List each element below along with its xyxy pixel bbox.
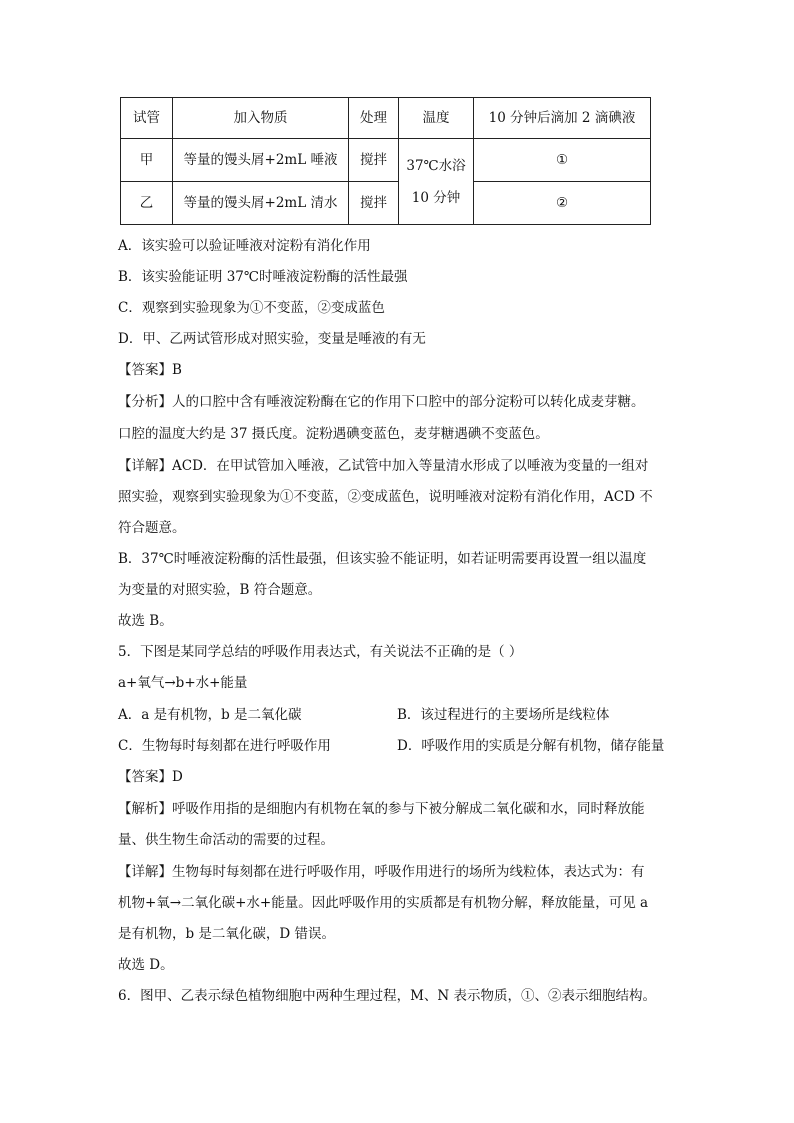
- q5-analysis-line-2: 量、供生物生命活动的需要的过程。: [118, 832, 334, 848]
- header-result: 10 分钟后滴加 2 滴碘液: [474, 98, 651, 139]
- q4-detail-line-1: [118, 456, 648, 476]
- q4-option-d: D．甲、乙两试管形成对照实验，变量是唾液的有无: [118, 331, 426, 347]
- detail-tag: 【详解】: [118, 458, 172, 474]
- cell-tube: 乙: [121, 182, 173, 225]
- analysis-tag: 【解析】: [118, 801, 172, 817]
- experiment-table: [120, 97, 651, 225]
- q4-option-b: B．该实验能证明 37℃时唾液淀粉酶的活性最强: [118, 269, 408, 285]
- answer-tag: 【答案】: [118, 362, 172, 378]
- table-row: [121, 182, 651, 225]
- q5-option-d: D．呼吸作用的实质是分解有机物，储存能量: [397, 738, 665, 754]
- detail-tag: 【详解】: [118, 864, 172, 880]
- q4-analysis-line-2: 口腔的温度大约是 37 摄氏度。淀粉遇碘变蓝色，麦芽糖遇碘不变蓝色。: [118, 426, 549, 442]
- cell-substance: 等量的馒头屑+2mL 唾液: [173, 139, 349, 182]
- table-header-row: [121, 98, 651, 139]
- cell-process: 搅拌: [349, 139, 399, 182]
- cell-result: ②: [474, 182, 651, 225]
- q5-detail-line-2: 机物+氧→二氧化碳+水+能量。因此呼吸作用的实质都是有机物分解，释放能量，可见 a: [118, 895, 649, 911]
- q5-option-c: C．生物每时每刻都在进行呼吸作用: [118, 738, 331, 754]
- header-temperature: 温度: [399, 98, 474, 139]
- header-process: 处理: [349, 98, 399, 139]
- cell-temperature: [399, 139, 474, 225]
- q4-detail-line-2: 照实验，观察到实验现象为①不变蓝，②变成蓝色，说明唾液对淀粉有消化作用，ACD 不: [118, 489, 653, 505]
- header-substance: 加入物质: [173, 98, 349, 139]
- q4-conclusion: 故选 B。: [118, 613, 173, 629]
- header-tube: 试管: [121, 98, 173, 139]
- q5-formula: a+氧气→b+水+能量: [118, 675, 248, 691]
- temperature-line-1: 37℃水浴: [406, 157, 466, 174]
- q6-stem: 6．图甲、乙表示绿色植物细胞中两种生理过程，M、N 表示物质，①、②表示细胞结构。: [118, 988, 657, 1004]
- answer-value: D: [172, 769, 183, 785]
- q4-option-a: A．该实验可以验证唾液对淀粉有消化作用: [118, 238, 371, 254]
- q5-answer: [118, 767, 183, 787]
- q5-analysis-line-1: [118, 799, 645, 819]
- cell-process: 搅拌: [349, 182, 399, 225]
- q4-detail-line-5: 为变量的对照实验，B 符合题意。: [118, 582, 322, 598]
- q5-detail-line-3: 是有机物，b 是二氧化碳，D 错误。: [118, 926, 336, 942]
- q4-detail-line-4: B．37℃时唾液淀粉酶的活性最强，但该实验不能证明，如若证明需要再设置一组以温度: [118, 551, 647, 567]
- q5-conclusion: 故选 D。: [118, 957, 174, 973]
- temperature-line-2: 10 分钟: [411, 189, 461, 206]
- answer-tag: 【答案】: [118, 769, 172, 785]
- cell-result: ①: [474, 139, 651, 182]
- q5-options-row-1: [118, 705, 610, 725]
- cell-substance: 等量的馒头屑+2mL 清水: [173, 182, 349, 225]
- q5-options-row-2: [118, 736, 665, 756]
- q4-analysis-line-1: [118, 392, 645, 412]
- q4-detail-line-3: 符合题意。: [118, 520, 186, 536]
- q4-option-c: C．观察到实验现象为①不变蓝，②变成蓝色: [118, 300, 385, 316]
- answer-value: B: [172, 362, 182, 378]
- table-row: [121, 139, 651, 182]
- q5-stem: 5．下图是某同学总结的呼吸作用表达式，有关说法不正确的是（ ）: [118, 644, 523, 660]
- analysis-text: 呼吸作用指的是细胞内有机物在氧的参与下被分解成二氧化碳和水，同时释放能: [172, 801, 645, 817]
- detail-text: ACD．在甲试管加入唾液，乙试管中加入等量清水形成了以唾液为变量的一组对: [172, 458, 649, 474]
- analysis-tag: 【分析】: [118, 394, 172, 410]
- q4-answer: [118, 360, 182, 380]
- q5-detail-line-1: [118, 862, 645, 882]
- analysis-text: 人的口腔中含有唾液淀粉酶在它的作用下口腔中的部分淀粉可以转化成麦芽糖。: [172, 394, 645, 410]
- q5-option-b: B．该过程进行的主要场所是线粒体: [397, 707, 610, 723]
- detail-text: 生物每时每刻都在进行呼吸作用，呼吸作用进行的场所为线粒体，表达式为：有: [172, 864, 645, 880]
- cell-tube: 甲: [121, 139, 173, 182]
- q5-option-a: A．a 是有机物，b 是二氧化碳: [118, 707, 302, 723]
